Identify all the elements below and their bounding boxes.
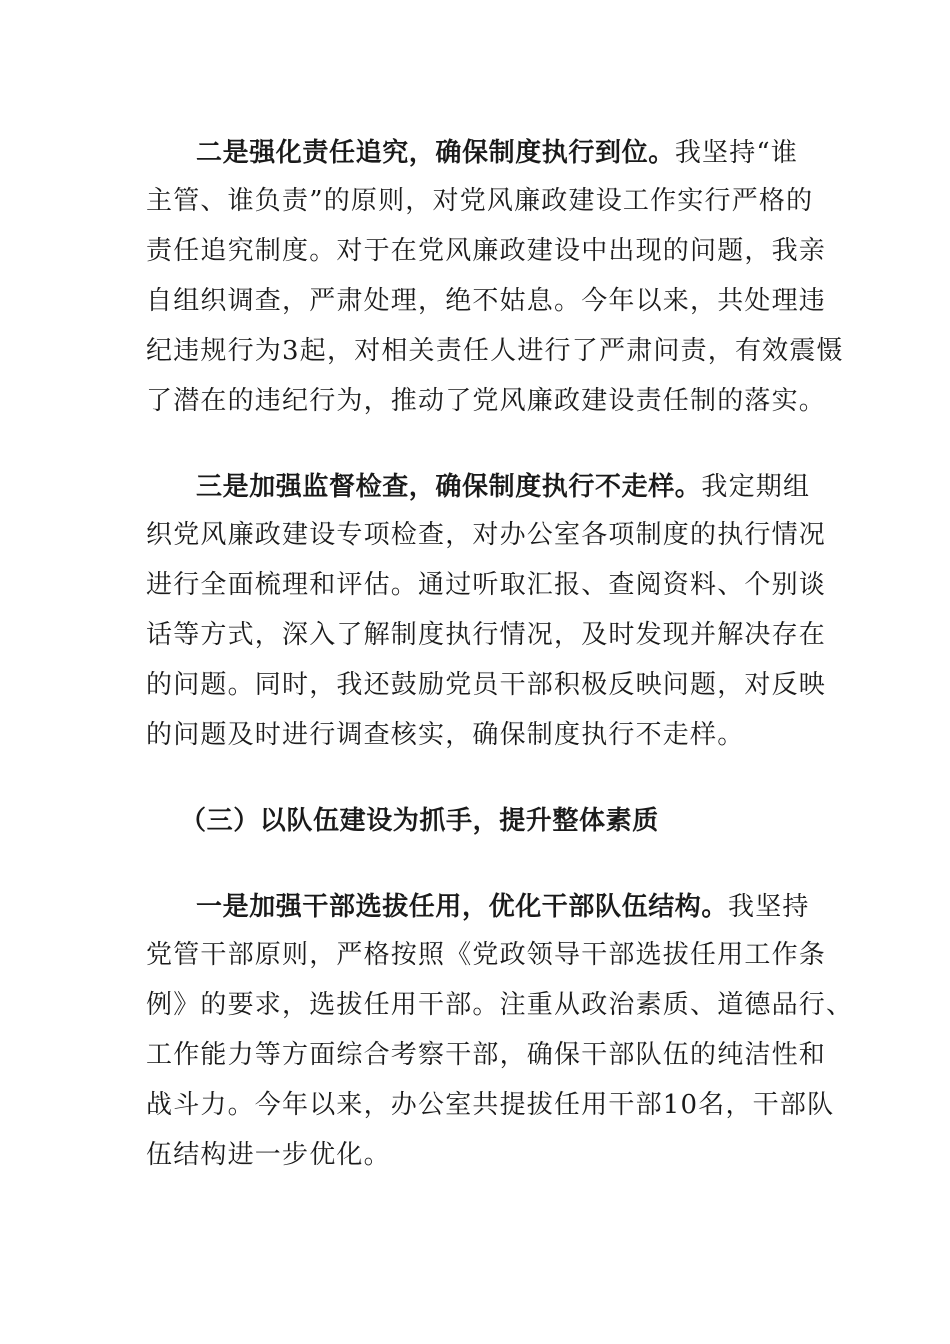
paragraph-1-line-3: 责任追究制度。对于在党风廉政建设中出现的问题，我亲 (146, 236, 827, 266)
paragraph-3-line-5: 战斗力。今年以来，办公室共提拔任用干部10名，干部队 (146, 1090, 835, 1120)
paragraph-2-line-1 (196, 472, 810, 502)
paragraph-3-line-3: 例》的要求，选拔任用干部。注重从政治素质、道德品行、 (146, 990, 854, 1020)
paragraph-2-text: 我定期组 (701, 472, 811, 502)
paragraph-3-text: 我坚持 (728, 892, 810, 922)
paragraph-2-line-2: 织党风廉政建设专项检查，对办公室各项制度的执行情况 (146, 520, 827, 550)
paragraph-3-line-2: 党管干部原则，严格按照《党政领导干部选拔任用工作条 (146, 940, 827, 970)
paragraph-2-lead: 三是加强监督检查，确保制度执行不走样。 (196, 472, 702, 502)
paragraph-2-line-6: 的问题及时进行调查核实，确保制度执行不走样。 (146, 720, 745, 750)
paragraph-1-lead: 二是强化责任追究，确保制度执行到位。 (196, 138, 675, 168)
paragraph-1-line-6: 了潜在的违纪行为，推动了党风廉政建设责任制的落实。 (146, 386, 827, 416)
paragraph-2-line-4: 话等方式，深入了解制度执行情况，及时发现并解决存在 (146, 620, 827, 650)
paragraph-3-line-4: 工作能力等方面综合考察干部，确保干部队伍的纯洁性和 (146, 1040, 827, 1070)
paragraph-2-line-5: 的问题。同时，我还鼓励党员干部积极反映问题，对反映 (146, 670, 827, 700)
section-heading: （三）以队伍建设为抓手，提升整体素质 (180, 806, 659, 836)
paragraph-1-line-1 (196, 138, 798, 168)
paragraph-1-line-5: 纪违规行为3起，对相关责任人进行了严肃问责，有效震慑 (146, 336, 844, 366)
paragraph-3-line-6: 伍结构进一步优化。 (146, 1140, 391, 1170)
paragraph-3-line-1 (196, 892, 810, 922)
paragraph-1-line-4: 自组织调查，严肃处理，绝不姑息。今年以来，共处理违 (146, 286, 827, 316)
paragraph-2-line-3: 进行全面梳理和评估。通过听取汇报、查阅资料、个别谈 (146, 570, 827, 600)
paragraph-1-line-2: 主管、谁负责”的原则，对党风廉政建设工作实行严格的 (146, 186, 814, 216)
paragraph-3-lead: 一是加强干部选拔任用，优化干部队伍结构。 (196, 892, 729, 922)
paragraph-1-text: 我坚持“谁 (674, 138, 799, 168)
